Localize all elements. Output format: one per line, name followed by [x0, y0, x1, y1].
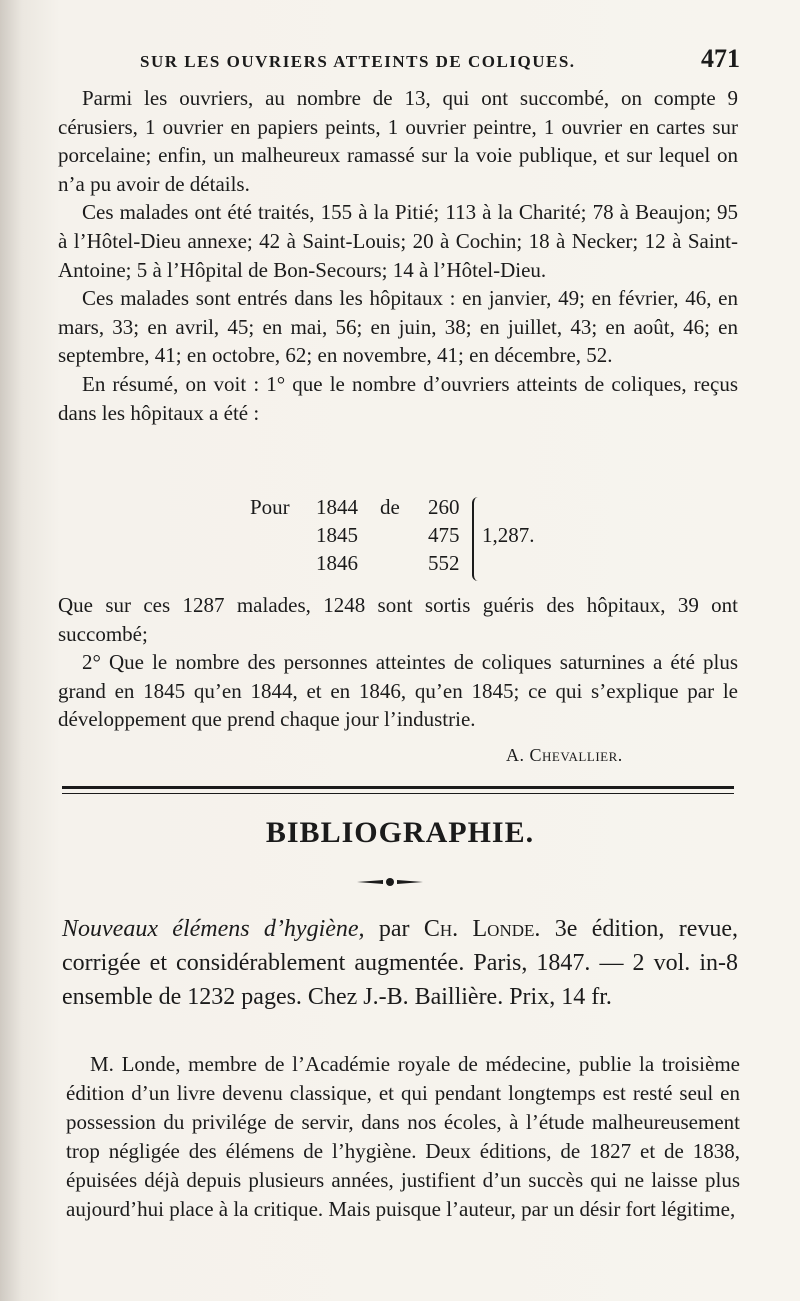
tally-row — [250, 523, 490, 551]
section-title: BIBLIOGRAPHIE. — [265, 816, 535, 849]
divider-thin — [62, 793, 734, 794]
paragraph-conclusion: 2° Que le nombre des personnes atteintes de coliques saturnines a été plus grand en 1845 qu’en 1844, et en 1846, qu’en 1845; ce qui s’explique par le développement que prend chaque jour l’industrie. — [58, 650, 738, 732]
by-word: par — [378, 916, 410, 942]
book-reference — [62, 912, 738, 1014]
author-signature: A. Chevallier. — [506, 745, 623, 765]
text-block-top — [58, 84, 738, 427]
book-title: Nouveaux élémens d’hygiène, — [62, 916, 365, 942]
tally-year: 1845 — [316, 523, 358, 547]
paragraph-months: Ces malades sont entrés dans les hôpitaux : en janvier, 49; en février, 46, en mars, 33; en avril, 45; en mai, 56; en juin, 38; en juillet, 43; en août, 46; en septembre, 41; en octobre, 62; en novembre, 41; en décembre, 52. — [58, 286, 738, 368]
page-number: 471 — [701, 44, 740, 73]
tally-count: 475 — [428, 523, 460, 547]
book-author: Ch. Londe. — [423, 916, 541, 942]
tally-row — [250, 551, 490, 579]
paragraph-deaths: Parmi les ouvriers, au nombre de 13, qui ont succombé, on compte 9 cérusiers, 1 ouvrier en papiers peints, 1 ouvrier peintre, 1 ouvrier en cartes sur porcelaine; enfin, un malheureux ramassé sur la voie publique, et sur lequel on n’a pu avoir de détails. — [58, 86, 738, 196]
tally-year: 1844 — [316, 495, 358, 519]
review-body — [66, 1050, 740, 1224]
ornament-icon — [355, 876, 425, 888]
review-paragraph: M. Londe, membre de l’Académie royale de médecine, publie la troisième édition d’un livre devenu classique, et qui pendant longtemps est resté seul en possession du privilége de servir, dans nos écoles, à l’étude malheureusement trop négligée des élémens de l’hygiène. Deux éditions, de 1827 et de 1838, épuisées déjà depuis plusieurs années, justifient d’un succès qui ne laisse plus aujourd’hui place à la critique. Mais puisque l’auteur, par un désir fort légitime, — [66, 1052, 740, 1221]
text-block-after-tally — [58, 591, 738, 734]
tally-pour-label: Pour — [250, 495, 290, 519]
paragraph-summary: En résumé, on voit : 1° que le nombre d’ouvriers atteints de coliques, reçus dans les hôpitaux a été : — [58, 371, 738, 425]
tally-count: 260 — [428, 495, 460, 519]
divider-thick — [62, 786, 734, 789]
tally-count: 552 — [428, 551, 460, 575]
paragraph-outcome: Que sur ces 1287 malades, 1248 sont sortis guéris des hôpitaux, 39 ont succombé; — [58, 593, 738, 646]
page-header — [140, 44, 740, 78]
tally-de-label: de — [380, 495, 400, 519]
paragraph-hospitals: Ces malades ont été traités, 155 à la Pitié; 113 à la Charité; 78 à Beaujon; 95 à l’Hôtel-Dieu annexe; 42 à Saint-Louis; 20 à Cochin; 18 à Necker; 12 à Saint-Antoine; 5 à l’Hôpital de Bon-Secours; 14 à l’Hôtel-Dieu. — [58, 200, 738, 282]
tally-year: 1846 — [316, 551, 358, 575]
book-details: 3e édition, revue, corrigée et considérablement augmentée. Paris, 1847. — 2 vol. in-8 ensemble de 1232 pages. Chez J.-B. Baillière. Prix, 14 fr. — [62, 916, 739, 1010]
tally-total: 1,287. — [482, 523, 535, 547]
reference-paragraph — [62, 912, 738, 1014]
yearly-tally — [250, 495, 570, 585]
running-head: SUR LES OUVRIERS ATTEINTS DE COLIQUES. — [140, 52, 576, 71]
tally-row — [250, 495, 490, 523]
